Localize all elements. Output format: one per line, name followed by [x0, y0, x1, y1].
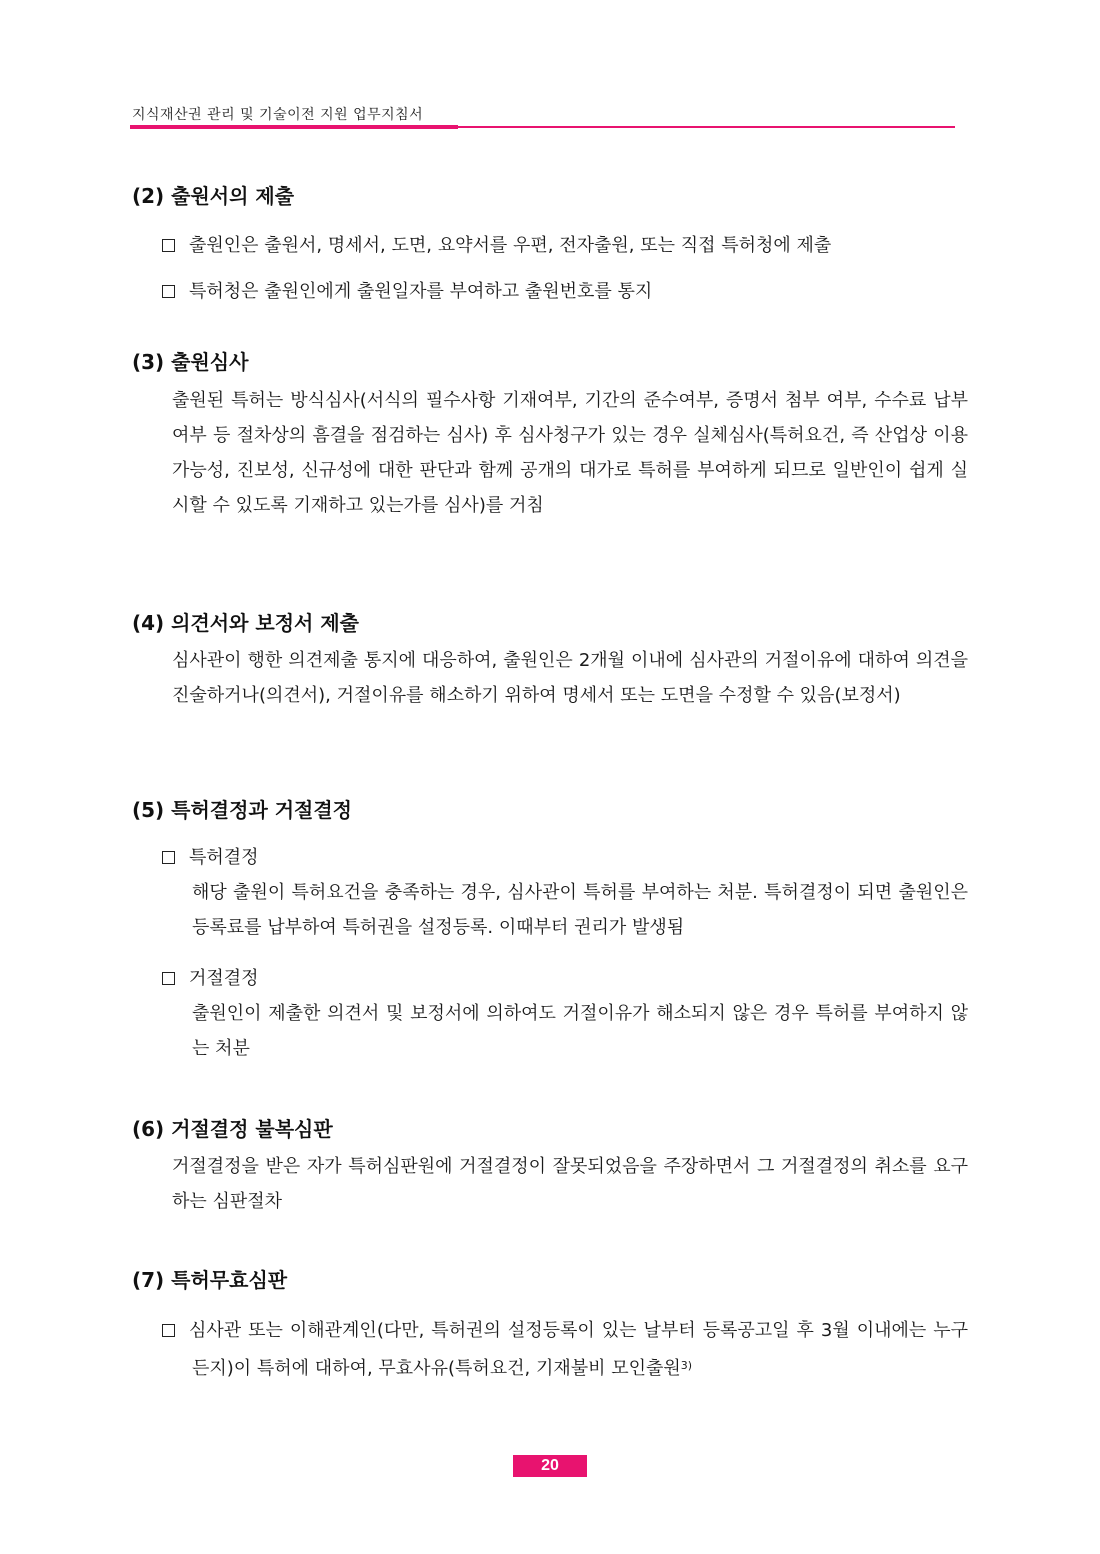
section-6-heading: (6) 거절결정 불복심판	[132, 1117, 333, 1141]
checkbox-square-icon	[162, 851, 175, 864]
section-5-bullet-2-body: 출원인이 제출한 의견서 및 보정서에 의하여도 거절이유가 해소되지 않은 경우 특허를 부여하지 않는 처분	[192, 1003, 968, 1059]
checkbox-square-icon	[162, 1324, 175, 1337]
section-7-bullet-1	[162, 1313, 968, 1386]
section-5-bullet-1-body: 해당 출원이 특허요건을 충족하는 경우, 심사관이 특허를 부여하는 처분. 특허결정이 되면 출원인은 등록료를 납부하여 특허권을 설정등록. 이때부터 권리가 발생됨	[192, 882, 968, 938]
section-5-bullet-1-label: 특허결정	[189, 847, 259, 868]
section-3-heading: (3) 출원심사	[132, 350, 249, 374]
section-5-bullet-2	[162, 961, 259, 996]
section-4-heading: (4) 의견서와 보정서 제출	[132, 611, 359, 635]
checkbox-square-icon	[162, 972, 175, 985]
section-2-bullet-2	[162, 274, 652, 309]
section-2-bullet-1	[162, 228, 831, 263]
section-7-heading: (7) 특허무효심판	[132, 1268, 288, 1292]
section-5-bullet-2-label: 거절결정	[189, 968, 259, 989]
section-7-bullet-1-text: 심사관 또는 이해관계인(다만, 특허권의 설정등록이 있는 날부터 등록공고일 후 3월 이내에는 누구든지)이 특허에 대하여, 무효사유(특허요건, 기재불비 모인출원	[189, 1320, 968, 1379]
section-2-bullet-1-text: 출원인은 출원서, 명세서, 도면, 요약서를 우편, 전자출원, 또는 직접 특허청에 제출	[189, 235, 832, 256]
section-6-body: 거절결정을 받은 자가 특허심판원에 거절결정이 잘못되었음을 주장하면서 그 거절결정의 취소를 요구하는 심판절차	[172, 1156, 968, 1212]
section-4-body: 심사관이 행한 의견제출 통지에 대응하여, 출원인은 2개월 이내에 심사관의 거절이유에 대하여 의견을 진술하거나(의견서), 거절이유를 해소하기 위하여 명세서 또는 도면을 수정할 수 있음(보정서)	[172, 650, 968, 706]
footnote-ref: 3)	[680, 1359, 693, 1372]
checkbox-square-icon	[162, 239, 175, 252]
section-5-bullet-1	[162, 840, 259, 875]
page-number: 20	[513, 1455, 587, 1477]
section-2-heading: (2) 출원서의 제출	[132, 184, 295, 208]
running-header-title: 지식재산권 관리 및 기술이전 지원 업무지침서	[132, 107, 424, 123]
section-3-body: 출원된 특허는 방식심사(서식의 필수사항 기재여부, 기간의 준수여부, 증명서 첨부 여부, 수수료 납부 여부 등 절차상의 흠결을 점검하는 심사) 후 심사청구가 있는 경우 실체심사(특허요건, 즉 산업상 이용가능성, 진보성, 신규성에 대한 판단과 함께 공개의 대가로 특허를 부여하게 되므로 일반인이 쉽게 실시할 수 있도록 기재하고 있는가를 심사)를 거침	[172, 390, 968, 516]
section-5-heading: (5) 특허결정과 거절결정	[132, 798, 353, 822]
checkbox-square-icon	[162, 285, 175, 298]
header-rule-accent	[130, 125, 458, 129]
section-2-bullet-2-text: 특허청은 출원인에게 출원일자를 부여하고 출원번호를 통지	[189, 281, 653, 302]
